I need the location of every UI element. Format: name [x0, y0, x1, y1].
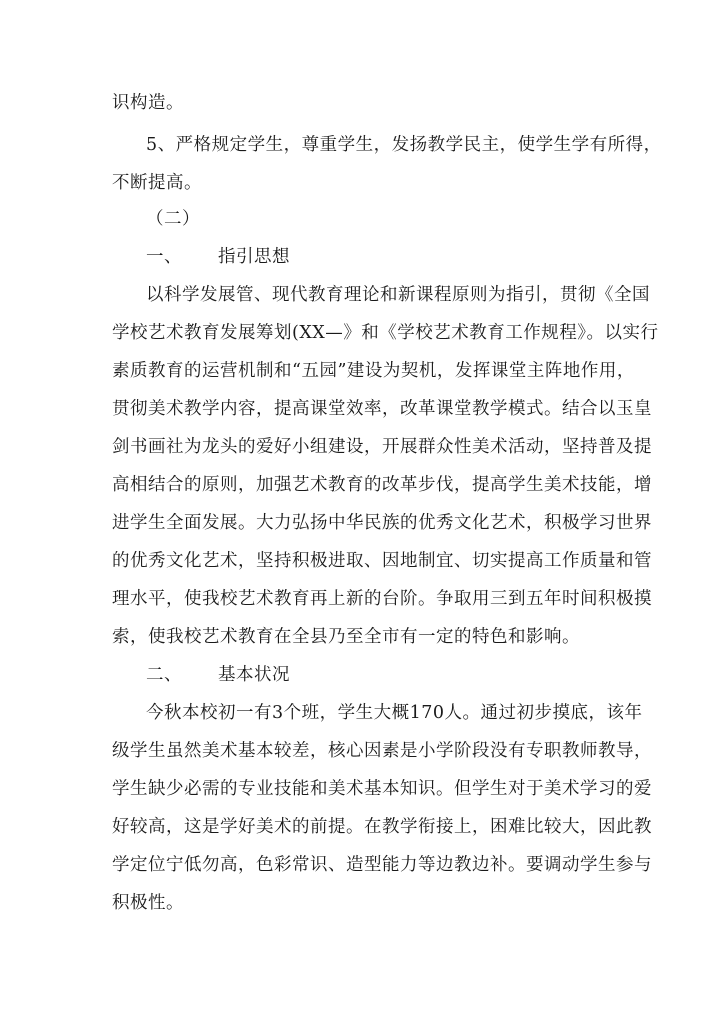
paragraph-line: 以科学发展管、现代教育理论和新课程原则为指引，贯彻《全国: [146, 285, 650, 305]
section-marker: （二）: [146, 209, 200, 229]
paragraph-line: 学生缺少必需的专业技能和美术基本知识。但学生对于美术学习的爱: [112, 779, 652, 799]
paragraph-line: 5、严格规定学生，尊重学生，发扬教学民主，使学生学有所得，: [146, 135, 662, 155]
paragraph-line: 进学生全面发展。大力弘扬中华民族的优秀文化艺术，积极学习世界: [112, 513, 652, 533]
text-line: 不断提高。: [112, 173, 202, 193]
heading-title: 基本状况: [218, 665, 290, 685]
text-line: 识构造。: [112, 93, 184, 113]
paragraph-line: 素质教育的运营机制和“五园”建设为契机，发挥课堂主阵地作用，: [112, 361, 635, 381]
paragraph-line: 理水平，使我校艺术教育再上新的台阶。争取用三到五年时间积极摸: [112, 589, 652, 609]
heading-number: 二、: [146, 665, 182, 685]
text-line: 积极性。: [112, 893, 184, 913]
paragraph-line: 学定位宁低勿高，色彩常识、造型能力等边教边补。要调动学生参与: [112, 855, 652, 875]
paragraph-line: 级学生虽然美术基本较差，核心因素是小学阶段没有专职教师教导，: [112, 741, 652, 761]
section-heading: [146, 246, 612, 268]
paragraph-line: 的优秀文化艺术，坚持积极进取、因地制宜、切实提高工作质量和管: [112, 551, 652, 571]
paragraph-line: 今秋本校初一有3个班，学生大概170人。通过初步摸底，该年: [146, 703, 643, 723]
paragraph-line: 贯彻美术教学内容，提高课堂效率，改革课堂教学模式。结合以玉皇: [112, 399, 652, 419]
section-heading: [146, 664, 612, 686]
heading-title: 指引思想: [218, 247, 290, 267]
heading-number: 一、: [146, 247, 182, 267]
paragraph-line: 索，使我校艺术教育在全县乃至全市有一定的特色和影响。: [112, 627, 580, 647]
paragraph-line: 剑书画社为龙头的爱好小组建设，开展群众性美术活动，坚持普及提: [112, 437, 652, 457]
paragraph-line: 好较高，这是学好美术的前提。在教学衔接上，困难比较大，因此教: [112, 817, 652, 837]
paragraph-line: 学校艺术教育发展筹划(XX—》和《学校艺术教育工作规程》。以实行: [112, 323, 659, 343]
paragraph-line: 高相结合的原则，加强艺术教育的改革步伐，提高学生美术技能，增: [112, 475, 652, 495]
